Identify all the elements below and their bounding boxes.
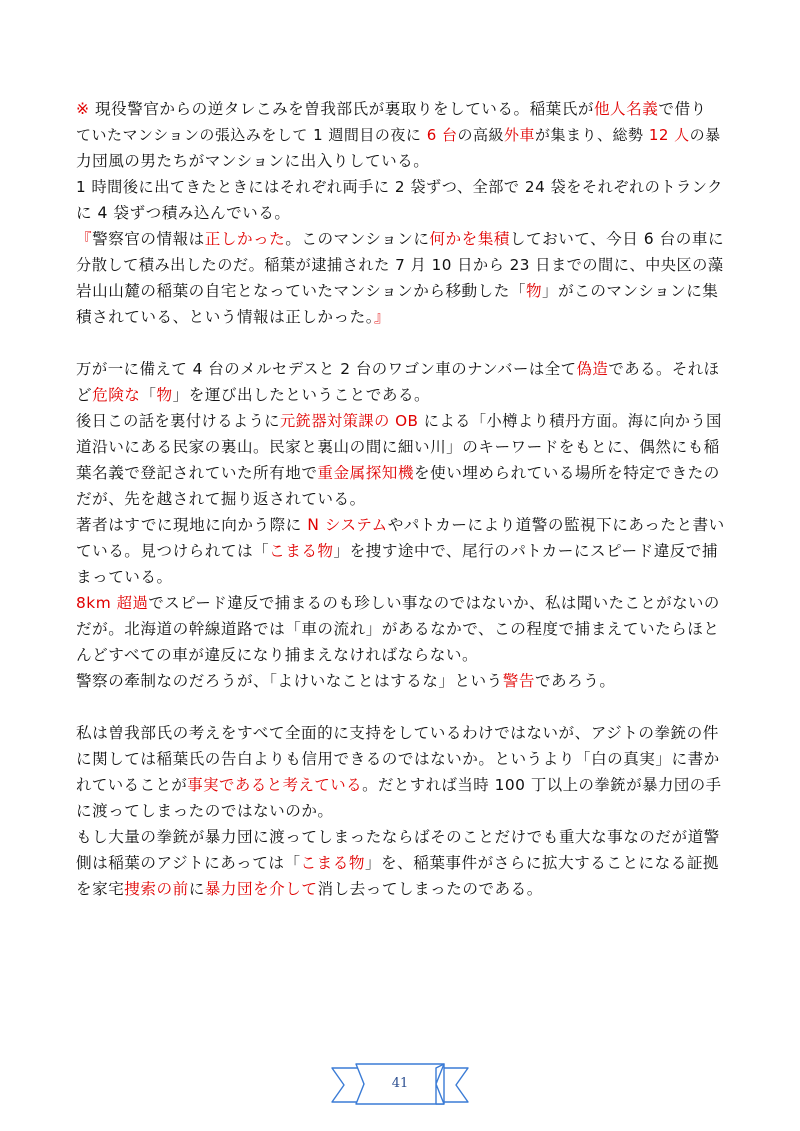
text-segment: でスピード違反で捕まるのも珍しい事なのではないか、私は聞いたことがないの	[148, 594, 720, 612]
text-line	[76, 668, 726, 694]
text-line	[76, 486, 726, 512]
text-segment: 「	[140, 386, 157, 404]
text-segment: 葉名義で登記されていた所有地で	[76, 464, 318, 482]
text-segment: 側は稲葉のアジトにあっては「	[76, 854, 301, 872]
text-line	[76, 356, 726, 382]
text-segment: 道沿いにある民家の裏山。民家と裏山の間に細い川」のキーワードをもとに、偶然にも稲	[76, 438, 720, 456]
text-segment: 」を、稲葉事件がさらに拡大することになる証拠	[364, 854, 720, 872]
text-segment: しておいて、今日 6 台の車に	[509, 230, 725, 248]
paragraph-gap	[76, 694, 726, 720]
text-segment: 後日この話を裏付けるように	[76, 412, 280, 430]
highlighted-text: N システム	[307, 516, 388, 534]
text-segment: んどすべての車が違反になり捕まえなければならない。	[76, 646, 479, 664]
highlighted-text: 8km 超過	[76, 594, 149, 612]
text-segment: 万が一に備えて 4 台のメルセデスと 2 台のワゴン車のナンバーは全て	[76, 360, 577, 378]
page-footer	[330, 1060, 470, 1108]
highlighted-text: 』	[373, 308, 391, 326]
text-segment: 私は曽我部氏の考えをすべて全面的に支持をしているわけではないが、アジトの拳銃の件	[76, 724, 719, 742]
text-segment: を家宅	[76, 880, 125, 898]
text-segment: 著者はすでに現地に向かう際に	[76, 516, 308, 534]
page-number: 41	[391, 1076, 409, 1091]
highlighted-text: 12 人	[648, 126, 690, 144]
highlighted-text: 他人名義	[593, 100, 659, 118]
text-segment: 。このマンションに	[285, 230, 430, 248]
paragraph	[76, 356, 726, 694]
text-line	[76, 772, 726, 798]
text-segment: に	[188, 880, 205, 898]
text-line	[76, 122, 726, 148]
text-segment: れていることが	[76, 776, 188, 794]
text-segment: の暴	[689, 126, 721, 144]
text-segment: 積されている、という情報は正しかった。	[76, 308, 374, 326]
highlighted-text: 6 台	[426, 126, 458, 144]
text-line	[76, 174, 726, 200]
text-segment: が集まり、総勢	[535, 126, 649, 144]
highlighted-text: 何かを集積	[429, 230, 510, 248]
text-segment: まっている。	[76, 568, 173, 586]
text-segment: 」がこのマンションに集	[542, 282, 719, 300]
text-line	[76, 434, 726, 460]
text-segment: もし大量の拳銃が暴力団に渡ってしまったならばそのことだけでも重大な事なのだが道警	[76, 828, 720, 846]
text-segment: ど	[76, 386, 93, 404]
text-line	[76, 616, 726, 642]
highlighted-text: 物	[525, 282, 543, 300]
text-line	[76, 564, 726, 590]
highlighted-text: 重金属探知機	[317, 464, 414, 482]
text-segment: やパトカーにより道警の監視下にあったと書い	[387, 516, 725, 534]
text-segment: 。だとすれば当時 100 丁以上の拳銃が暴力団の手	[362, 776, 722, 794]
text-segment: に 4 袋ずつ積み込んでいる。	[76, 204, 291, 222]
text-line	[76, 460, 726, 486]
text-segment: 警察の牽制なのだろうが、「よけいなことはするな」という	[76, 672, 503, 690]
highlighted-text: 偽造	[576, 360, 609, 378]
text-line	[76, 876, 726, 902]
text-line	[76, 798, 726, 824]
text-segment: 岩山山麓の稲葉の自宅となっていたマンションから移動した「	[76, 282, 526, 300]
highlighted-text: 事実であると考えている	[187, 776, 363, 794]
text-segment: による「小樽より積丹方面。海に向かう国	[418, 412, 722, 430]
text-segment: の高級	[457, 126, 505, 144]
highlighted-text: 外車	[504, 126, 536, 144]
text-line	[76, 642, 726, 668]
text-line	[76, 200, 726, 226]
text-line	[76, 382, 726, 408]
text-line	[76, 278, 726, 304]
highlighted-text: 正しかった	[204, 230, 286, 248]
text-segment: ていたマンションの張込みをして 1 週間目の夜に	[76, 126, 427, 144]
highlighted-text: こまる物	[300, 854, 365, 872]
text-segment: だが、先を越されて掘り返されている。	[76, 490, 366, 508]
text-segment: 警察官の情報は	[92, 230, 205, 248]
text-line	[76, 408, 726, 434]
text-line	[76, 824, 726, 850]
text-segment: 」を運び出したということである。	[172, 386, 431, 404]
text-segment: である。それほ	[608, 360, 720, 378]
text-segment: であろう。	[534, 672, 616, 690]
text-line	[76, 590, 726, 616]
text-segment: 分散して積み出したのだ。稲葉が逮捕された 7 月 10 日から 23 日までの間に、中央区の藻	[76, 256, 724, 274]
text-line	[76, 252, 726, 278]
highlighted-text: 暴力団を介して	[204, 880, 318, 898]
text-segment: 現役警官からの逆タレこみを曽我部氏が裏取りをしている。稲葉氏が	[89, 100, 594, 118]
text-line	[76, 512, 726, 538]
text-segment: に関しては稲葉氏の告白よりも信用できるのではないか。というより「白の真実」に書か	[76, 750, 720, 768]
text-line	[76, 720, 726, 746]
text-line	[76, 850, 726, 876]
paragraph	[76, 96, 726, 330]
text-segment: 消し去ってしまったのである。	[317, 880, 543, 898]
highlighted-text: ※	[76, 100, 90, 118]
highlighted-text: 危険な	[92, 386, 141, 404]
body-text	[76, 96, 726, 902]
text-segment: 」を捜す途中で、尾行のパトカーにスピード違反で捕	[333, 542, 719, 560]
text-line	[76, 746, 726, 772]
text-line	[76, 96, 726, 122]
highlighted-text: 捜索の前	[124, 880, 189, 898]
text-line	[76, 226, 726, 252]
highlighted-text: 物	[156, 386, 173, 404]
highlighted-text: 『	[76, 230, 93, 248]
highlighted-text: 警告	[502, 672, 535, 690]
text-line	[76, 148, 726, 174]
text-segment: 1 時間後に出てきたときにはそれぞれ両手に 2 袋ずつ、全部で 24 袋をそれぞれのトランク	[76, 178, 723, 196]
text-segment: ている。見つけられては「	[76, 542, 270, 560]
paragraph-gap	[76, 330, 726, 356]
text-segment: を使い埋められている場所を特定できたの	[414, 464, 720, 482]
text-segment: 力団風の男たちがマンションに出入りしている。	[76, 152, 430, 170]
text-segment: だが。北海道の幹線道路では「車の流れ」があるなかで、この程度で捕まえていたらほと	[76, 620, 720, 638]
paragraph	[76, 720, 726, 902]
text-line	[76, 538, 726, 564]
highlighted-text: 元銃器対策課の OB	[279, 412, 419, 430]
highlighted-text: こまる物	[269, 542, 334, 560]
text-line	[76, 304, 726, 330]
text-segment: で借り	[658, 100, 707, 118]
text-segment: に渡ってしまったのではないのか。	[76, 802, 334, 820]
